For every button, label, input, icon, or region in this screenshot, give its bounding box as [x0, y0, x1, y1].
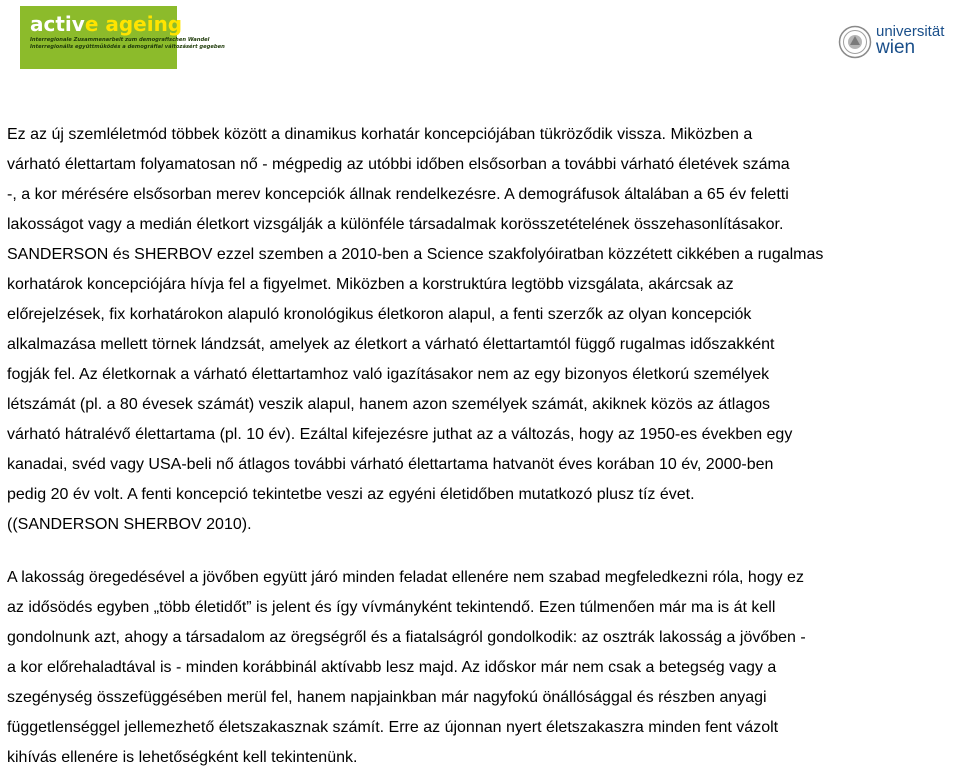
paragraph-2 [7, 563, 947, 773]
paragraph-line: SANDERSON és SHERBOV ezzel szemben a 2010-ben a Science szakfolyóiratban közzétett cikkében a rugalmas [7, 246, 824, 263]
university-name-line1: universität [876, 23, 945, 40]
paragraph-line: korhatárok koncepciójára hívja fel a figyelmet. Miközben a korstruktúra legtöbb vizsgálata, akárcsak az [7, 276, 734, 293]
paragraph-line: várható élettartam folyamatosan nő - mégpedig az utóbbi időben elsősorban a további várható életévek száma [7, 156, 790, 173]
paragraph-line: várható hátralévő élettartama (pl. 10 év). Ezáltal kifejezésre juthat az a változás, hogy az 1950-es években egy [7, 426, 793, 443]
paragraph-line: gondolnunk azt, ahogy a társadalom az öregségről és a fiatalságról gondolkodik: az osztrák lakosság a jövőben - [7, 629, 806, 646]
paragraph-line: ((SANDERSON SHERBOV 2010). [7, 516, 252, 533]
paragraph-line: szegénység összefüggésében merül fel, hanem napjainkban már nagyfokú önállósággal és részben anyagi [7, 689, 767, 706]
brand-accent: e ageing [84, 12, 183, 36]
paragraph-line: Ez az új szemléletmód többek között a dinamikus korhatár koncepciójában tükröződik vissza. Miközben a [7, 126, 753, 143]
paragraph-line: a kor előrehaladtával is - minden korábbinál aktívabb lesz majd. Az időskor már nem csak a betegség vagy a [7, 659, 777, 676]
university-seal-icon [838, 25, 872, 59]
paragraph-line: lakosságot vagy a medián életkort vizsgálják a különféle társadalmak korösszetételének összehasonlításakor. [7, 216, 784, 233]
document-body [7, 120, 947, 773]
paragraph-line: előrejelzések, fix korhatárokon alapuló kronológikus életkoron alapul, a fenti szerzők az olyan koncepciók [7, 306, 752, 323]
university-name-line2: wien [876, 37, 916, 58]
universitat-wien-logo [838, 22, 952, 62]
paragraph-line: -, a kor mérésére elsősorban merev koncepciók állnak rendelkezésre. A demográfusok általában a 65 év feletti [7, 186, 789, 203]
paragraph-spacer [7, 540, 947, 563]
active-ageing-brand [30, 11, 183, 37]
paragraph-line: kihívás ellenére is lehetőségként kell tekintenünk. [7, 749, 358, 766]
logo-subtitle-1: Interregionale Zusammenarbeit zum demografischen Wandel [30, 37, 210, 43]
page-header [0, 0, 960, 90]
paragraph-line: kanadai, svéd vagy USA-beli nő átlagos további várható élettartama hatvanöt éves korában 10 év, 2000-ben [7, 456, 774, 473]
paragraph-1 [7, 120, 947, 540]
active-ageing-logo [20, 6, 225, 69]
paragraph-line: A lakosság öregedésével a jövőben együtt járó minden feladat ellenére nem szabad megfeledkezni róla, hogy ez [7, 569, 804, 586]
paragraph-line: pedig 20 év volt. A fenti koncepció tekintetbe veszi az egyéni életidőben mutatkozó plusz tíz évet. [7, 486, 695, 503]
brand-main: activ [30, 12, 85, 36]
paragraph-line: alkalmazása mellett törnek lándzsát, amelyek az életkort a várható élettartamtól függő rugalmas időszakként [7, 336, 775, 353]
paragraph-line: létszámát (pl. a 80 évesek számát) veszik alapul, hanem azon személyek számát, akiknek közös az átlagos [7, 396, 771, 413]
logo-subtitle-2: Interregionális együttműködés a demográfiai változásért gegeben [30, 43, 225, 50]
paragraph-line: fogják fel. Az életkornak a várható élettartamhoz való igazításakor nem az egy bizonyos életkorú személyek [7, 366, 770, 383]
paragraph-line: az idősödés egyben „több életidőt” is jelent és így vívmányként tekintendő. Ezen túlmenően már ma is át kell [7, 599, 776, 616]
paragraph-line: függetlenséggel jellemezhető életszakasznak számít. Erre az újonnan nyert életszakaszra minden fent vázolt [7, 719, 779, 736]
